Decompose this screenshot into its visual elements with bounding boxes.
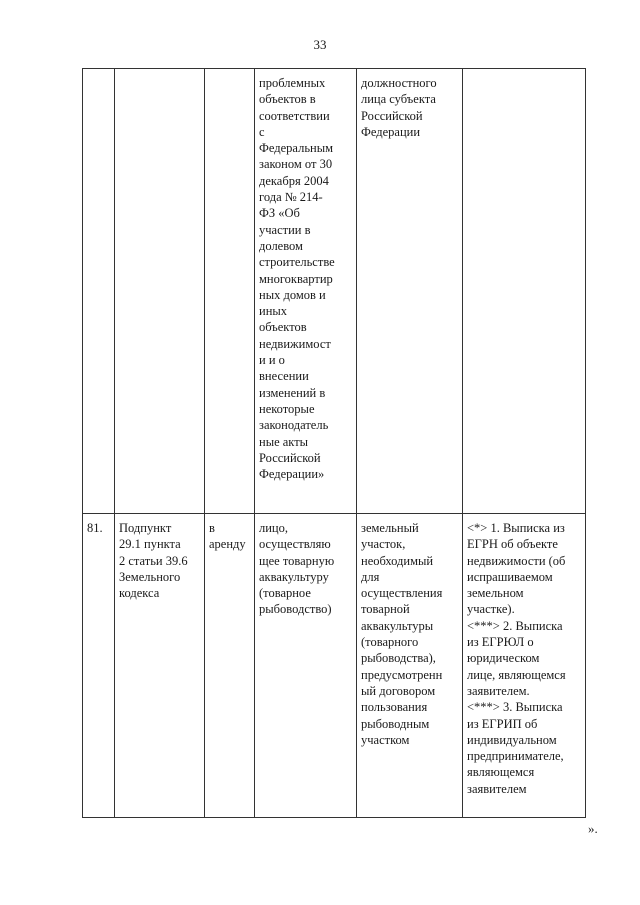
cell-number [83,69,115,514]
cell-applicant: лицо, осуществляю щее товарную аквакультуру (товарное рыбоводство) [255,514,357,818]
cell-number: 81. [83,514,115,818]
cell-documents [463,69,586,514]
cell-documents: <*> 1. Выписка из ЕГРН об объекте недвижимости (об испрашиваемом земельном участке). <***> 2. Выписка из ЕГРЮЛ о юридическом лице, являющемся заявителем. <***> 3. Выписка из ЕГРИП об индивидуальном предпринимателе, являющемся заявителем [463,514,586,818]
cell-form-of-grant: в аренду [205,514,255,818]
table-row-81 [83,514,586,818]
cell-form-of-grant [205,69,255,514]
cell-legal-basis: Подпункт 29.1 пункта 2 статьи 39.6 Земельного кодекса [115,514,205,818]
closing-quote-mark: ». [588,821,598,836]
page-number: 33 [313,37,327,52]
document-table [82,68,586,818]
cell-land-plot: земельный участок, необходимый для осуществления товарной аквакультуры (товарного рыбоводства), предусмотренн ый договором пользования рыбоводным участком [357,514,463,818]
table-row-continuation [83,69,586,514]
cell-land-plot: должностного лица субъекта Российской Федерации [357,69,463,514]
cell-applicant: проблемных объектов в соответствии с Федеральным законом от 30 декабря 2004 года № 214- ФЗ «Об участии в долевом строительстве многоквартир ных домов и иных объектов недвижимост и и о внесении изменений в некоторые законодатель ные акты Российской Федерации» [255,69,357,514]
cell-legal-basis [115,69,205,514]
